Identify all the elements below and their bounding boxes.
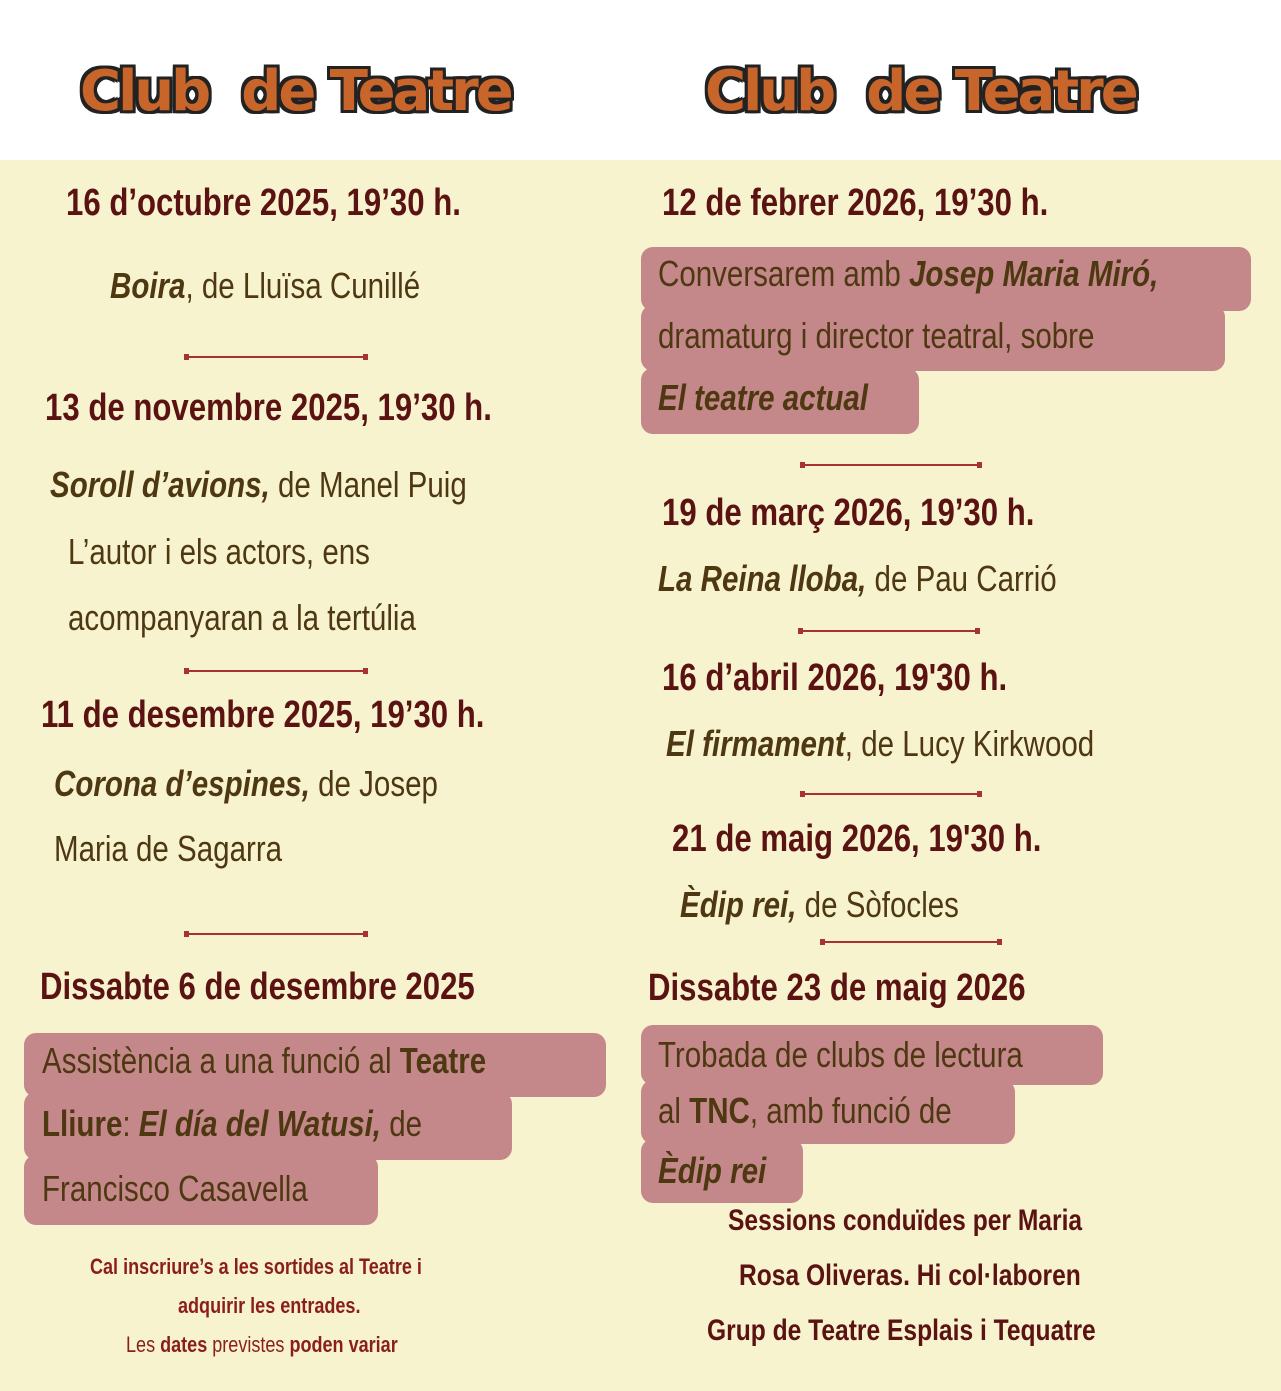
footnote: Cal inscriure’s a les sortides al Teatre i [90, 1254, 422, 1279]
session-play: al TNC, amb funció de [658, 1090, 952, 1131]
separator [184, 356, 368, 358]
right-title: Club de Teatre [705, 59, 1136, 124]
left-title: Club de Teatre [80, 59, 511, 124]
session-date: 16 d’octubre 2025, 19’30 h. [66, 182, 461, 224]
session-note: L’autor i els actors, ens [68, 531, 370, 572]
session-date: 16 d’abril 2026, 19'30 h. [662, 657, 1008, 699]
separator [184, 670, 368, 672]
header [0, 0, 1281, 160]
session-play: dramaturg i director teatral, sobre [658, 315, 1095, 356]
session-date: Dissabte 23 de maig 2026 [648, 967, 1026, 1009]
separator [820, 941, 1002, 943]
session-date: 11 de desembre 2025, 19’30 h. [41, 694, 485, 736]
session-play: Maria de Sagarra [54, 828, 283, 869]
session-play: Èdip rei, de Sòfocles [680, 884, 959, 925]
credits-line: Grup de Teatre Esplais i Tequatre [707, 1314, 1096, 1347]
separator [800, 793, 982, 795]
session-play: Corona d’espines, de Josep [54, 763, 438, 804]
session-play: Soroll d’avions, de Manel Puig [50, 464, 467, 505]
session-play: Conversarem amb Josep Maria Miró, [658, 253, 1159, 294]
session-note: acompanyaran a la tertúlia [68, 597, 416, 638]
session-date: 12 de febrer 2026, 19’30 h. [662, 182, 1049, 224]
session-play: Francisco Casavella [42, 1168, 308, 1209]
session-date: 19 de març 2026, 19’30 h. [662, 492, 1035, 534]
session-date: 21 de maig 2026, 19'30 h. [672, 818, 1042, 860]
credits-line: Sessions conduïdes per Maria [728, 1204, 1083, 1237]
session-play: El firmament, de Lucy Kirkwood [666, 723, 1095, 764]
session-play: Trobada de clubs de lectura [658, 1034, 1023, 1075]
session-play: Lliure: El día del Watusi, de [42, 1103, 423, 1144]
separator [798, 630, 980, 632]
session-date: 13 de novembre 2025, 19’30 h. [45, 387, 492, 429]
credits-line: Rosa Oliveras. Hi col·laboren [739, 1259, 1081, 1292]
footnote: adquirir les entrades. [178, 1293, 361, 1318]
separator [800, 464, 982, 466]
session-play: El teatre actual [658, 377, 869, 418]
separator [184, 933, 368, 935]
session-date: Dissabte 6 de desembre 2025 [40, 966, 475, 1008]
session-play: Assistència a una funció al Teatre [42, 1040, 487, 1081]
footnote: Les dates previstes poden variar [126, 1332, 398, 1357]
session-play: Èdip rei [658, 1150, 767, 1191]
session-play: La Reina lloba, de Pau Carrió [658, 558, 1057, 599]
session-play: Boira, de Lluïsa Cunillé [110, 265, 421, 306]
